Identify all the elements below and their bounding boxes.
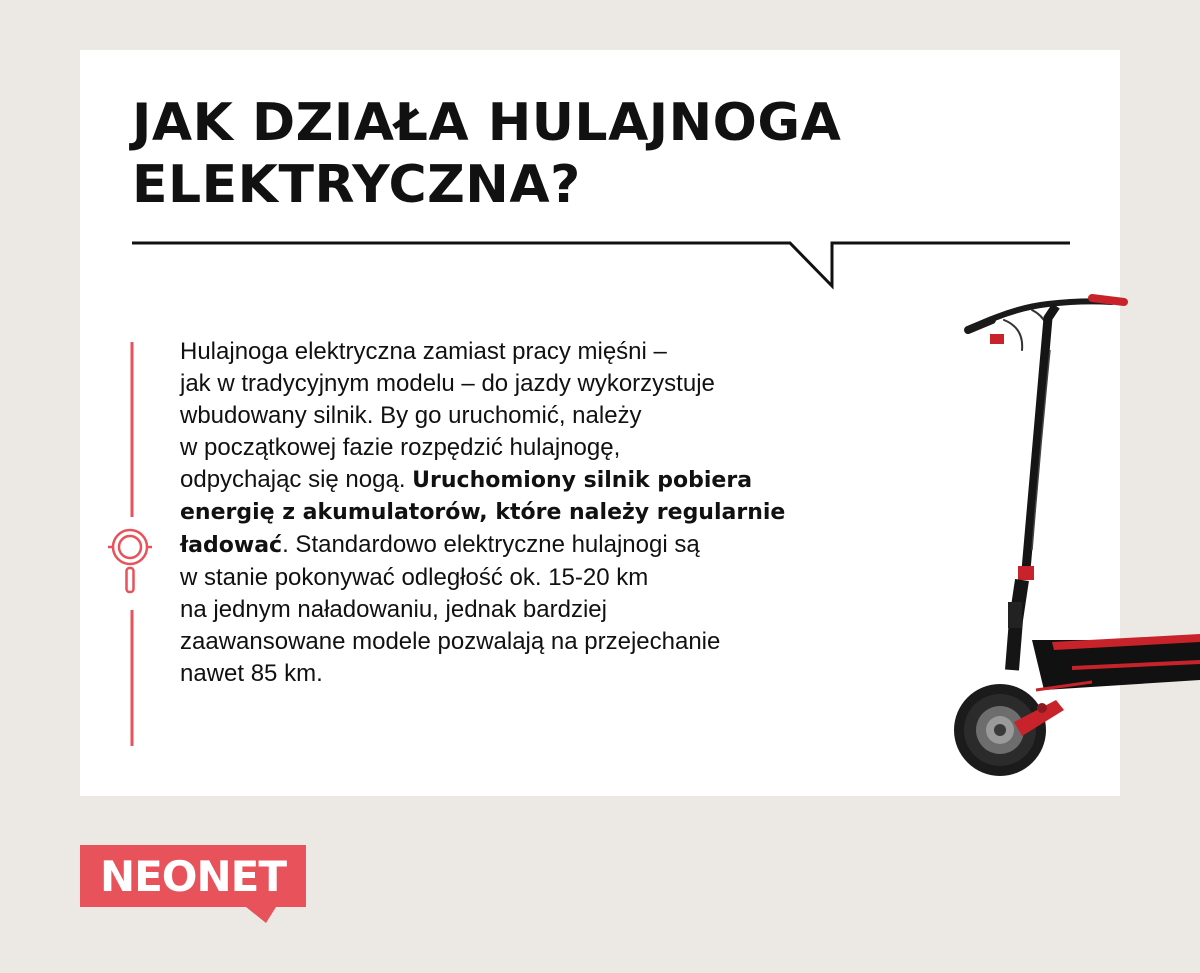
body-line <box>180 464 920 497</box>
body-text-bold: Uruchomiony silnik pobiera <box>412 468 753 493</box>
body-line: wbudowany silnik. By go uruchomić, należy <box>180 402 642 429</box>
body-line: w początkowej fazie rozpędzić hulajnogę, <box>180 434 621 461</box>
body-text-bold: ładować <box>180 533 283 558</box>
body-line <box>180 529 920 562</box>
headline-line-1: JAK DZIAŁA HULAJNOGA <box>132 93 842 153</box>
body-line: w stanie pokonywać odległość ok. 15-20 km <box>180 564 649 591</box>
sidebar-accent <box>80 50 160 750</box>
body-line: na jednym naładowaniu, jednak bardziej <box>180 596 607 623</box>
speech-bubble-divider <box>80 50 1120 300</box>
body-line: nawet 85 km. <box>180 660 323 687</box>
magnifier-icon <box>108 530 152 592</box>
front-wheel <box>954 684 1046 776</box>
body-line: jak w tradycyjnym modelu – do jazdy wykorzystuje <box>180 370 715 397</box>
body-text-normal: . Standardowo elektryczne hulajnogi są <box>282 531 700 558</box>
headline-line-2: ELEKTRYCZNA? <box>132 155 581 215</box>
brake-lever <box>990 334 1004 344</box>
body-paragraph <box>180 336 920 690</box>
stem-collar <box>1018 566 1034 580</box>
electric-scooter-image <box>952 290 1200 790</box>
body-line: Hulajnoga elektryczna zamiast pracy mięśni – <box>180 338 667 365</box>
body-text-bold: energię z akumulatorów, które należy regularnie <box>180 500 786 525</box>
neonet-logo: NEONET <box>99 851 287 901</box>
body-text-normal: odpychając się nogą. <box>180 466 413 493</box>
body-line: zaawansowane modele pozwalają na przejechanie <box>180 628 721 655</box>
